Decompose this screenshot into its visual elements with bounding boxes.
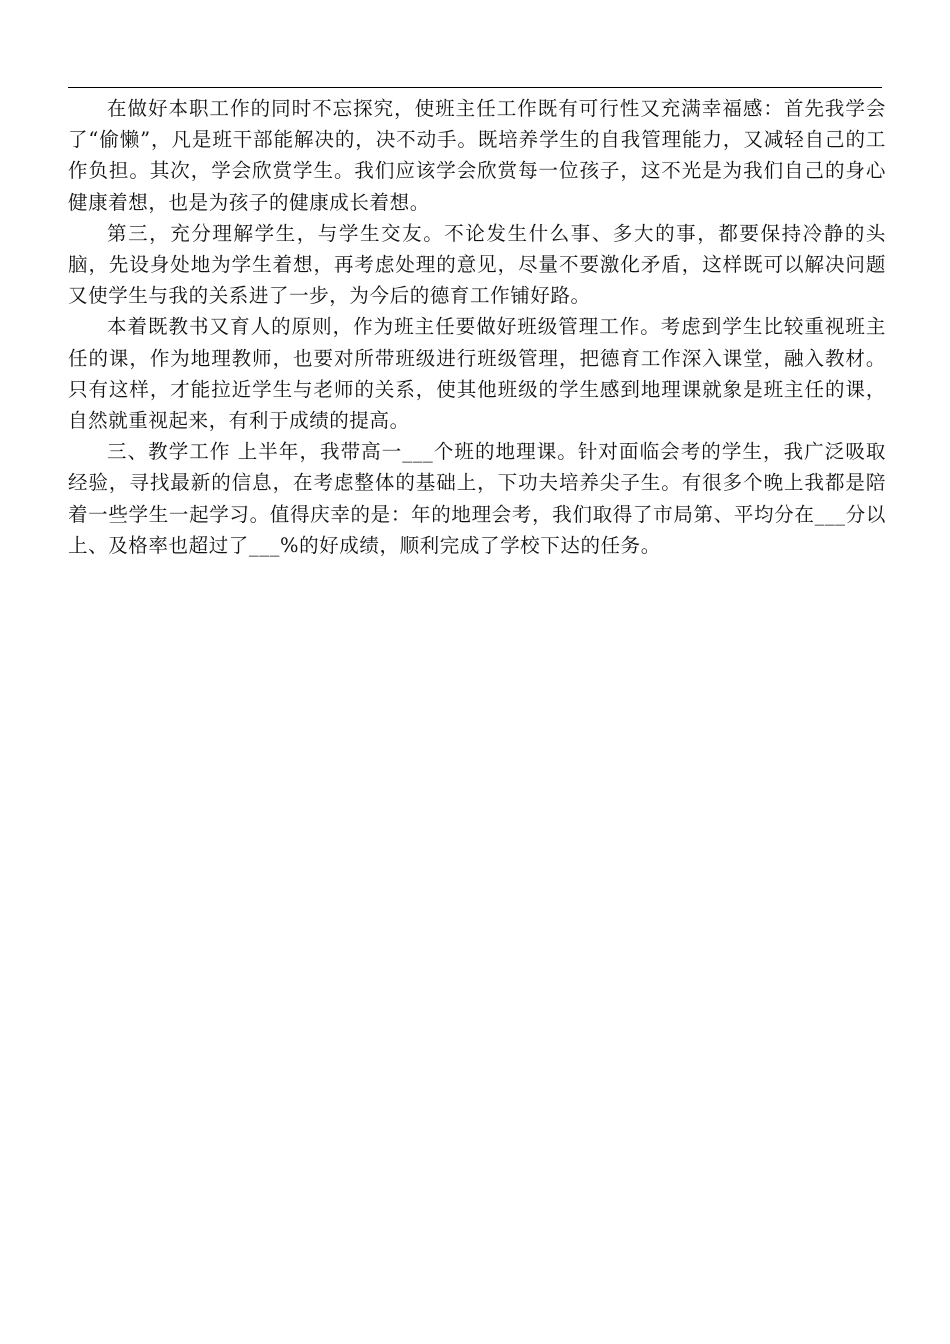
paragraph-4: 三、教学工作 上半年，我带高一___个班的地理课。针对面临会考的学生，我广泛吸取经验，寻找最新的信息，在考虑整体的基础上，下功夫培养尖子生。有很多个晚上我都是陪着一些学生一起学习。值得庆幸的是：年的地理会考，我们取得了市局第、平均分在___分以上、及格率也超过了___%的好成绩，顺利完成了学校下达的任务。 (68, 440, 886, 557)
paragraph-1: 在做好本职工作的同时不忘探究，使班主任工作既有可行性又充满幸福感：首先我学会了“偷懒”，凡是班干部能解决的，决不动手。既培养学生的自我管理能力，又减轻自己的工作负担。其次，学会欣赏学生。我们应该学会欣赏每一位孩子，这不光是为我们自己的身心健康着想，也是为孩子的健康成长着想。 (68, 97, 886, 214)
document-body (68, 93, 886, 561)
paragraph-3: 本着既教书又育人的原则，作为班主任要做好班级管理工作。考虑到学生比较重视班主任的课，作为地理教师，也要对所带班级进行班级管理，把德育工作深入课堂，融入教材。只有这样，才能拉近学生与老师的关系，使其他班级的学生感到地理课就象是班主任的课，自然就重视起来，有利于成绩的提高。 (68, 315, 886, 433)
header-rule (68, 87, 882, 88)
paragraph-2: 第三，充分理解学生，与学生交友。不论发生什么事、多大的事，都要保持冷静的头脑，先设身处地为学生着想，再考虑处理的意见，尽量不要激化矛盾，这样既可以解决问题又使学生与我的关系进了一步，为今后的德育工作铺好路。 (68, 221, 886, 308)
